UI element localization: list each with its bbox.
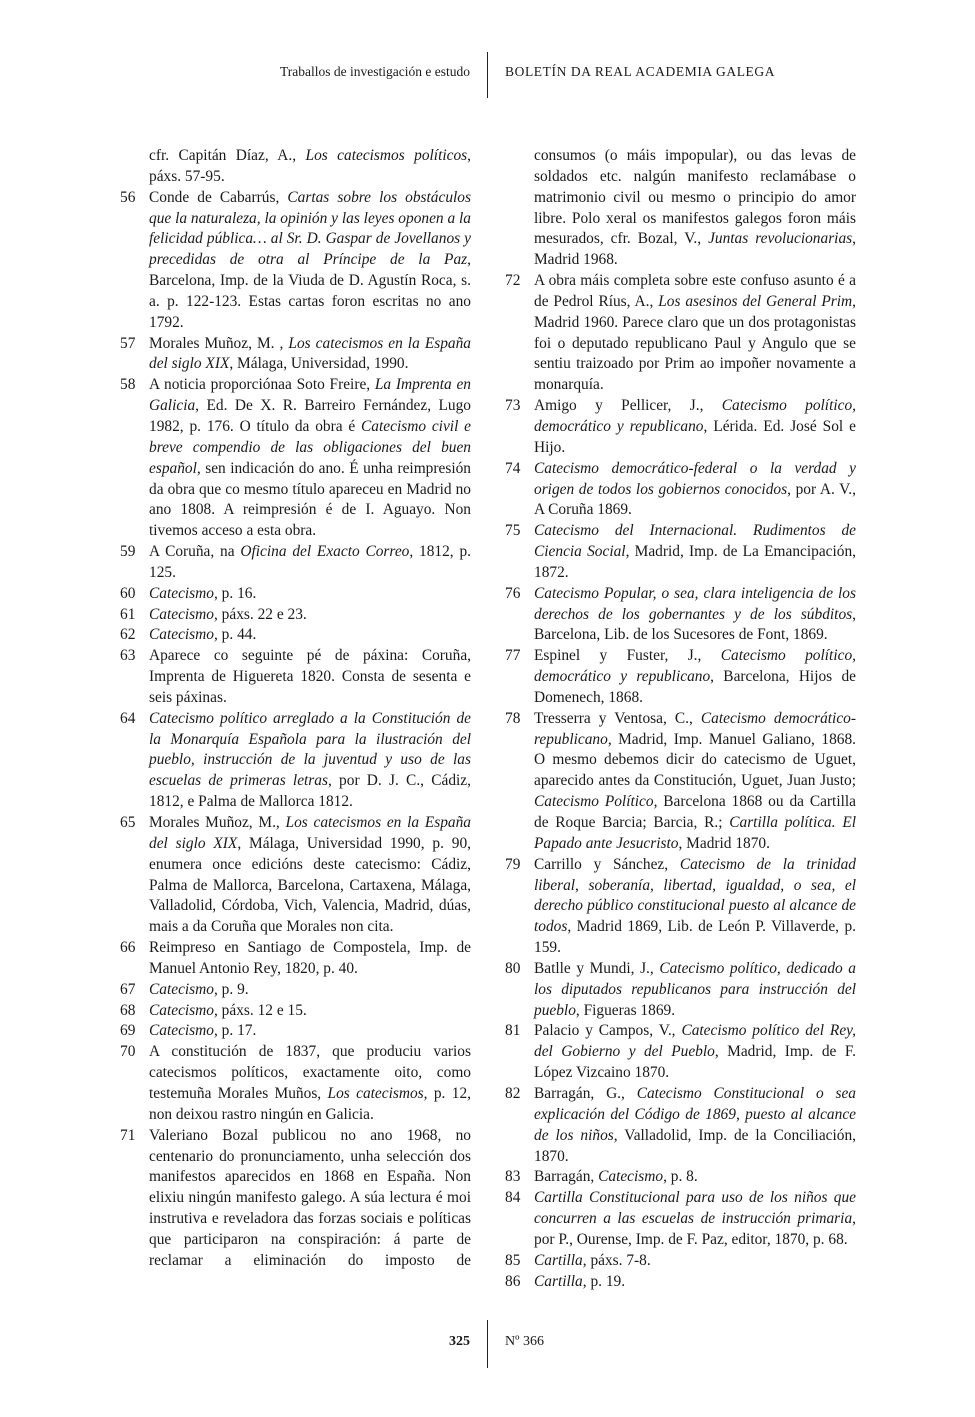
footnote	[505, 459, 856, 522]
footnote-number: 78	[505, 709, 521, 727]
footnote-text	[149, 542, 471, 584]
footnote-text-segment: , p. 9.	[213, 980, 249, 998]
footnote-title-italic: Catecismo de la trinidad liberal, soberanía, libertad, igualdad, o sea, el derecho público constitucional puesto al alcance de todos	[534, 855, 856, 936]
footnote-number: 62	[120, 626, 136, 644]
footnote-title-italic: Catecismo Constitucional o sea explicación del Código de 1869, puesto al alcance de los niños	[534, 1084, 856, 1144]
footnote-text-segment: , Lérida. Ed. José Sol e Hijo.	[534, 417, 856, 456]
footnote-number: 83	[505, 1168, 521, 1186]
footnote-text-segment: A constitución de 1837, que produciu varios catecismos políticos, exactamente oito, como testemuña Morales Muños,	[149, 1043, 471, 1102]
footnote-text-segment: , Madrid, Imp. de La Emancipación, 1872.	[534, 543, 856, 581]
footnote-text	[149, 584, 471, 605]
footnote-text-segment: A Coruña, na	[149, 543, 241, 561]
footnote-title-italic: Catecismo político del Rey, del Gobierno y del Pueblo	[534, 1022, 856, 1061]
footnote-text	[534, 521, 856, 584]
footnote	[120, 375, 471, 542]
footnote-number: 76	[505, 584, 521, 602]
footnote-text-segment: , p. 12, non deixou rastro ningún en Galicia.	[149, 1084, 472, 1123]
footnote-number: 56	[120, 188, 136, 206]
footnote-number: 77	[505, 647, 521, 665]
running-header-section: Traballos de investigación e estudo	[280, 64, 470, 79]
footnote	[120, 146, 471, 188]
footnote	[120, 605, 471, 626]
footnote-text-segment: , Barcelona, Lib. de los Sucesores de Font, 1869.	[534, 605, 856, 644]
footnote-text	[534, 1084, 856, 1167]
footnote	[120, 980, 471, 1001]
footnote-title-italic: Catecismo	[149, 584, 214, 602]
footnote-number: 57	[120, 334, 136, 352]
footnote-title-italic: Catecismo político, democrático y republicano	[534, 397, 856, 435]
footnote-title-italic: Catecismo	[149, 1022, 214, 1040]
footnote	[505, 1167, 856, 1188]
footnote-text-segment: , Figueras 1869.	[575, 1001, 676, 1019]
footnote-text	[149, 980, 471, 1001]
footnote-text-segment: Morales Muñoz, M.,	[149, 814, 286, 831]
footnote-title-italic: Catecismo del Internacional. Rudimentos de Ciencia Social	[534, 522, 856, 561]
footnote	[120, 584, 471, 605]
footnote-text	[149, 1126, 471, 1272]
footnote-text-segment: Carrillo y Sánchez,	[534, 855, 680, 873]
footnote-text-segment: Reimpreso en Santiago de Compostela, Imp. de Manuel Antonio Rey, 1820, p. 40.	[149, 939, 471, 977]
footnote-number: 85	[505, 1251, 521, 1269]
footnote-number: 86	[505, 1272, 521, 1290]
footnote-text	[534, 584, 856, 647]
footnote-number: 79	[505, 855, 521, 873]
footnote-title-italic: Los catecismos políticos	[305, 147, 468, 164]
footnote-title-italic: Los catecismos	[327, 1084, 424, 1102]
footnote-number: 65	[120, 814, 136, 831]
footnote-number: 80	[505, 959, 521, 977]
footnote	[120, 709, 471, 813]
footnote	[505, 709, 856, 855]
footnote-text	[149, 625, 471, 646]
header-divider	[487, 52, 488, 98]
footnote	[505, 1251, 856, 1272]
footnote-number: 64	[120, 709, 136, 727]
footnote	[120, 1042, 471, 1125]
footnote-title-italic: Cartilla política. El Papado ante Jesucristo	[534, 814, 857, 852]
footnote-number: 74	[505, 459, 521, 477]
footnote-text-segment: Barragán, G.,	[534, 1084, 637, 1102]
footnote-text	[534, 396, 856, 459]
footnote-title-italic: Catecismo político arreglado a la Constitución de la Monarquía Española para la ilustración del pueblo, instrucción de la juventud y uso de las escuelas de primeras letras	[149, 709, 471, 790]
footnote-text-segment: , Madrid 1960. Parece claro que un dos protagonistas foi o deputado republicano Paul y Angulo que se sentiu traizoado por Prim ao impoñer novamente a monarquía.	[534, 292, 856, 394]
footnote-text-segment: A noticia proporciónaa Soto Freire,	[149, 376, 375, 394]
footnote	[120, 1001, 471, 1022]
footnote-text	[149, 938, 471, 980]
footnote	[120, 1021, 471, 1042]
footnote-title-italic: Cartas sobre los obstáculos que la naturaleza, la opinión y las leyes oponen a la felicidad pública… al Sr. D. Gaspar de Jovellanos y precedidas de otra al Príncipe de la Paz	[149, 188, 471, 269]
footnote-title-italic: Cartilla	[534, 1272, 583, 1290]
footnote-number: 67	[120, 980, 136, 998]
footnote-number: 82	[505, 1084, 521, 1102]
footnote-number: 68	[120, 1001, 136, 1019]
footnote-title-italic: La Imprenta en Galicia	[149, 376, 471, 415]
footnote-text-segment: , p. 16.	[213, 584, 257, 602]
footer-divider	[487, 1320, 488, 1368]
footnote-text	[149, 375, 471, 542]
footnote-title-italic: Cartilla	[534, 1251, 583, 1269]
footnote-number: 58	[120, 376, 136, 394]
footnote-title-italic: Cartilla Constitucional para uso de los niños que concurren a las escuelas de instrucción primaria	[534, 1189, 856, 1228]
footnote-text	[149, 146, 471, 188]
footnote-title-italic: Catecismo democrático-republicano	[534, 709, 856, 748]
footnote-text	[534, 1167, 856, 1188]
footnote-title-italic: Catecismo	[149, 1001, 214, 1019]
footnote-title-italic: Catecismo político, dedicado a los diputados republicanos para instrucción del pueblo	[534, 959, 857, 1019]
footnote	[120, 334, 471, 376]
footnote-text	[149, 813, 471, 938]
footnote-text-segment: , Barcelona 1868 ou da Cartilla de Roque Barcia; Barcia, R.;	[534, 793, 856, 831]
footnote-title-italic: Los catecismos en la España del siglo XIX	[149, 334, 471, 373]
footnote-text-segment: , p. 17.	[213, 1022, 257, 1040]
footnote	[120, 625, 471, 646]
footnote-title-italic: Catecismo Político	[534, 793, 654, 811]
footnote-text	[149, 1001, 471, 1022]
footnote-text	[149, 1021, 471, 1042]
footnote-title-italic: Los asesinos del General Prim	[658, 292, 853, 310]
footnote-number: 84	[505, 1189, 521, 1207]
footnote-text-segment: , sen indicación do ano. É unha reimpresión da obra que co mesmo título apareceu en Madrid no ano 1808. A reimpresión é de I. Aguayo. Non tivemos acceso a esta obra.	[149, 459, 471, 540]
footnote	[505, 584, 856, 647]
footnote-text	[149, 709, 471, 813]
footnote-text-segment: , por P., Ourense, Imp. de F. Paz, editor, 1870, p. 68.	[534, 1210, 856, 1248]
footnote-number: 66	[120, 939, 136, 957]
footnote-text-segment: , Madrid 1968.	[534, 230, 856, 269]
footnote-title-italic: Oficina del Exacto Correo	[240, 543, 410, 561]
page-number: 325	[449, 1334, 470, 1349]
footnote-title-italic: Catecismo civil e breve compendio de las obligaciones del buen español	[149, 417, 471, 477]
footnote-text-segment: Barragán,	[534, 1168, 599, 1186]
footnote-text-segment: , páxs. 57-95.	[149, 147, 472, 185]
footnote-text-segment: , p. 8.	[663, 1168, 698, 1186]
footnote	[120, 188, 471, 334]
footnote-title-italic: Catecismo	[149, 980, 214, 998]
footnote-text	[534, 1021, 856, 1084]
footnote-text	[534, 1272, 856, 1293]
footnote-text-segment: , Madrid 1870.	[678, 834, 770, 852]
footnote	[505, 646, 856, 709]
footnote-text	[534, 855, 856, 959]
footnote-text-segment: , Valladolid, Imp. de la Conciliación, 1870.	[534, 1126, 856, 1165]
footnote	[120, 646, 471, 709]
footnote-text-segment: , Madrid, Imp. de F. López Vizcaino 1870.	[534, 1043, 856, 1082]
footnote-text-segment: Valeriano Bozal publicou no ano 1968, no centenario do pronunciamento, unha selección dos manifestos aparecidos en 1868 en España. Non elixiu ningún manifesto galego. A súa lectura é moi instrutiva e reveladora das forzas sociais e políticas que participaron na conspiración: á parte de reclamar a eliminación do imposto de	[149, 1126, 471, 1269]
footnote-text-segment: Espinel y Fuster, J.,	[534, 647, 721, 665]
running-header-journal: BOLETÍN DA REAL ACADEMIA GALEGA	[505, 64, 776, 79]
footnote-text-segment: , p. 19.	[582, 1272, 626, 1290]
footnote-text-segment: consumos (o máis impopular), ou das levas de soldados etc. nalgún manifesto reclamábase o matrimonio civil ou mesmo o principio do amor libre. Polo xeral os manifestos galegos foron máis mesurados, cfr. Bozal, V.,	[534, 147, 856, 248]
footnote-text	[534, 1251, 856, 1272]
footnote-text-segment: cfr. Capitán Díaz, A.,	[149, 147, 306, 164]
footnote	[505, 1272, 856, 1293]
footnote-text	[534, 271, 856, 396]
footnote-text	[149, 334, 471, 376]
footnote-number: 72	[505, 272, 521, 290]
footnote-text	[534, 1188, 856, 1251]
footnote-text-segment: , Barcelona, Hijos de Domenech, 1868.	[534, 668, 856, 706]
footnote-number: 63	[120, 647, 136, 665]
footnote-title-italic: Catecismo político, democrático y republicano	[534, 647, 856, 686]
footnote-text-segment: , páxs. 22 e 23.	[213, 605, 307, 623]
footnote-number: 61	[120, 605, 136, 623]
footnote-text	[149, 605, 471, 626]
footnote-text	[149, 1042, 471, 1125]
footnote-text	[534, 146, 856, 271]
footnote	[505, 146, 856, 271]
footnote-text-segment: , por A. V., A Coruña 1869.	[534, 480, 856, 519]
footnote-text-segment: , Málaga, Universidad, 1990.	[229, 355, 409, 373]
footnote-text-segment: Amigo y Pellicer, J.,	[534, 397, 722, 415]
footnote-title-italic: Los catecismos en la España del siglo XIX	[149, 814, 471, 852]
footnote-text-segment: , p. 44.	[213, 626, 257, 644]
footnote-text-segment: , Barcelona, Imp. de la Viuda de D. Agustín Roca, s. a. p. 122-123. Estas cartas foron escritas no ano 1792.	[149, 251, 471, 331]
footnote-title-italic: Catecismo Popular, o sea, clara inteligencia de los derechos de los gobernantes y de los súbditos	[534, 584, 856, 623]
footnote-text	[149, 188, 471, 334]
footnote-text	[534, 459, 856, 522]
footnote	[505, 396, 856, 459]
footnote-text-segment: , Málaga, Universidad 1990, p. 90, enumera once edicións deste catecismo: Cádiz, Palma de Mallorca, Barcelona, Cartaxena, Málaga, Valladolid, Córdoba, Vich, Valencia, Madrid, dúas, mais a da Coruña que Morales non cita.	[149, 834, 472, 936]
footnote-title-italic: Catecismo	[149, 605, 214, 623]
footnote-number: 69	[120, 1022, 136, 1040]
footnote-text-segment: , páxs. 7-8.	[582, 1251, 651, 1269]
footnote	[120, 813, 471, 938]
footnote-text	[534, 959, 856, 1022]
footnote-text	[534, 709, 856, 855]
footnote-number: 60	[120, 584, 136, 602]
footnotes-left-column	[120, 146, 471, 1272]
footnote-number: 81	[505, 1022, 521, 1040]
footnote	[505, 959, 856, 1022]
footnote-text-segment: Morales Muñoz, M. ,	[149, 334, 289, 352]
footnote-text-segment: , páxs. 12 e 15.	[213, 1001, 307, 1019]
footnotes-right-column	[505, 146, 856, 1292]
footnote-text-segment: Batlle y Mundi, J.,	[534, 959, 660, 977]
footnote-text	[149, 646, 471, 709]
footnote	[120, 542, 471, 584]
footnote	[120, 938, 471, 980]
footnote-text-segment: , por D. J. C., Cádiz, 1812, e Palma de Mallorca 1812.	[149, 772, 471, 811]
footnote-text-segment: , Madrid 1869, Lib. de León P. Villaverde, p. 159.	[534, 918, 856, 957]
footnote-title-italic: Catecismo	[149, 626, 214, 644]
footnote	[120, 1126, 471, 1272]
footnote-text	[534, 646, 856, 709]
footnote-number: 70	[120, 1043, 136, 1061]
footnote-text-segment: Tresserra y Ventosa, C.,	[534, 709, 701, 727]
footnote-text-segment: Conde de Cabarrús,	[149, 188, 288, 206]
issue-number: Nº 366	[505, 1334, 544, 1349]
footnote-number: 75	[505, 522, 521, 540]
footnote-number: 59	[120, 543, 136, 561]
footnote	[505, 1188, 856, 1251]
footnote-text-segment: , Ed. De X. R. Barreiro Fernández, Lugo 1982, p. 176. O título da obra é	[149, 397, 471, 435]
footnote	[505, 521, 856, 584]
footnote-text-segment: , Madrid, Imp. Manuel Galiano, 1868. O mesmo debemos dicir do catecismo de Uguet, aparecido antes da Constitución, Uguet, Juan Justo;	[534, 730, 856, 790]
footnote-text-segment: Palacio y Campos, V.,	[534, 1022, 682, 1040]
footnote-text-segment: , 1812, p. 125.	[149, 543, 471, 581]
footnote-title-italic: Catecismo democrático-federal o la verdad y origen de todos los gobiernos conocidos	[534, 459, 856, 498]
footnote-text-segment: Aparece co seguinte pé de páxina: Coruña, Imprenta de Higuereta 1820. Consta de sesenta e seis páxinas.	[149, 647, 471, 706]
footnote-number: 73	[505, 397, 521, 415]
footnote	[505, 1084, 856, 1167]
footnote-title-italic: Juntas revolucionarias	[708, 230, 853, 248]
footnote-title-italic: Catecismo	[598, 1168, 664, 1186]
footnote	[505, 271, 856, 396]
footnote	[505, 1021, 856, 1084]
footnote-text-segment: A obra máis completa sobre este confuso asunto é a de Pedrol Ríus, A.,	[534, 272, 856, 310]
footnote-number: 71	[120, 1126, 136, 1144]
footnote	[505, 855, 856, 959]
